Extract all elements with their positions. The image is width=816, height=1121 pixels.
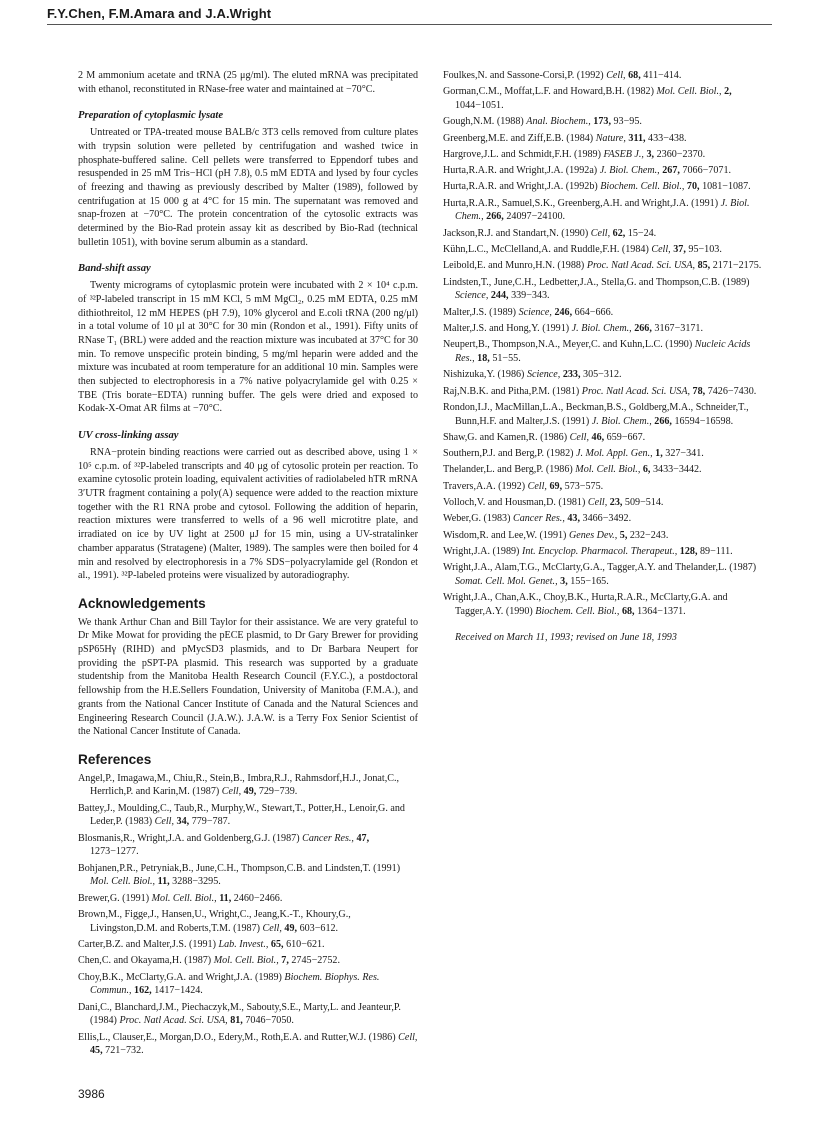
ref-volume: 128, [679, 545, 698, 557]
reference-entry [78, 1001, 418, 1028]
reference-entry [443, 227, 768, 241]
ref-volume: 266, [654, 415, 672, 427]
ref-volume: 37, [673, 244, 686, 256]
ref-volume: 266, [634, 322, 652, 334]
ref-journal: Lab. Invest., [218, 938, 269, 950]
ref-journal: Mol. Cell. Biol., [151, 892, 217, 904]
reference-entry [78, 908, 418, 935]
ref-authors: Travers,A.A. (1992) [443, 480, 526, 492]
ref-authors: Foulkes,N. and Sassone-Corsi,P. (1992) [443, 70, 604, 81]
reference-entry [443, 496, 768, 510]
ref-journal: Cell, [606, 70, 626, 81]
ref-authors: Carter,B.Z. and Malter,J.S. (1991) [78, 938, 216, 950]
ref-volume: 173, [593, 116, 611, 128]
ref-volume: 49, [243, 786, 257, 798]
ref-authors: Jackson,R.J. and Standart,N. (1990) [443, 227, 589, 239]
reference-entry [443, 164, 768, 178]
ref-authors: Neupert,B., Thompson,N.A., Meyer,C. and Kuhn,L.C. (1990) [443, 339, 693, 351]
ref-authors: Blosmanis,R., Wright,J.A. and Goldenberg,G.J. (1987) [78, 832, 300, 844]
ref-journal: J. Biol. Chem., [571, 322, 632, 334]
ref-volume: 6, [642, 464, 651, 476]
reference-entry [78, 802, 418, 829]
reference-entry [443, 463, 768, 477]
ref-volume: 69, [549, 480, 563, 492]
ref-journal: Cancer Res., [512, 513, 565, 525]
ref-authors: Malter,J.S. (1989) [443, 306, 517, 318]
ref-authors: Dani,C., Blanchard,J.M., Piechaczyk,M., Sabouty,S.E., Marty,L. and Jeanteur,P. (1984) [78, 1001, 401, 1027]
ref-authors: Kühn,L.C., McClelland,A. and Ruddle,F.H. (1984) [443, 244, 649, 256]
right-column [443, 69, 768, 644]
ref-pages: 93−95. [613, 116, 642, 128]
ref-volume: 7, [281, 955, 289, 967]
ref-pages: 610−621. [286, 938, 325, 950]
ref-authors: Hargrove,J.L. and Schmidt,F.H. (1989) [443, 148, 601, 160]
ref-pages: 1417−1424. [154, 985, 203, 997]
left-column [78, 69, 418, 1061]
ref-authors: Wright,J.A., Alam,T.G., McClarty,G.A., Tagger,A.Y. and Thelander,L. (1987) [443, 562, 757, 574]
ref-authors: Brown,M., Figge,J., Hansen,U., Wright,C., Jeang,K.-T., Khoury,G., Livingston,D.M. and Roberts,T.M. (1987) [78, 908, 351, 934]
reference-entry [443, 480, 768, 494]
ref-pages: 7046−7050. [245, 1015, 294, 1027]
ref-authors: Volloch,V. and Housman,D. (1981) [443, 497, 586, 509]
ref-authors: Brewer,G. (1991) [78, 892, 150, 904]
ref-journal: FASEB J., [603, 148, 644, 160]
ref-authors: Wright,J.A. (1989) [443, 545, 520, 557]
ref-authors: Shaw,G. and Kamen,R. (1986) [443, 431, 568, 443]
ref-journal: Nature, [595, 132, 626, 144]
ref-pages: 659−667. [606, 431, 646, 443]
ref-authors: Ellis,L., Clauser,E., Morgan,D.O., Edery,M., Roth,E.A. and Rutter,W.J. (1986) [78, 1031, 396, 1043]
ref-volume: 70, [686, 181, 700, 193]
reference-entry [443, 132, 768, 146]
ref-pages: 1273−1277. [90, 846, 139, 858]
ref-journal: Somat. Cell. Mol. Genet., [455, 575, 558, 587]
ref-volume: 11, [157, 876, 170, 888]
ref-journal: Proc. Natl Acad. Sci. USA, [581, 385, 691, 397]
ref-journal: Cell, [262, 922, 282, 934]
ref-journal: Int. Encyclop. Pharmacol. Therapeut., [521, 545, 678, 557]
ref-journal: Mol. Cell. Biol., [575, 464, 641, 476]
ref-pages: 155−165. [570, 575, 609, 587]
acknowledgements-heading: Acknowledgements [78, 595, 206, 611]
section-text-uv: RNA−protein binding reactions were carried out as described above, using 1 × 10⁵ c.p.m. of ³²P-labeled transcripts and 40 μg of cytosolic protein per reaction. To examine cytosolic protein loading, equivalent activities of radiolabeled hTR mRNA 3′UTR fragment containing a poly(A) sequence were added to the reaction mixture together with the R1 RNA probe and cytosol. Following the addition of heparin, reaction mixtures were transferred to wells of a 96 well microtitre plate, and irradiated on ice by UV light at 2500 μJ for 15 min, using a UV-stratalinker chamber apparatus (Stratagene) (Malter, 1989). The samples were then boiled for 4 min and resolved by electrophoresis in a 7% SDS−polyacrylamide gel (Rondon et al., 1991). ³²P-labeled proteins were visualized by autoradiography. [78, 446, 418, 582]
reference-entry [78, 938, 418, 952]
ref-journal: J. Biol. Chem., [599, 165, 660, 177]
ref-volume: 47, [356, 832, 370, 844]
ref-journal: Science, [526, 369, 561, 381]
reference-entry [443, 401, 768, 428]
ref-journal: Cell, [651, 244, 671, 256]
ref-journal: Cell, [587, 497, 608, 509]
ref-authors: Weber,G. (1983) [443, 513, 511, 525]
reference-entry [78, 971, 418, 998]
ref-authors: Hurta,R.A.R. and Wright,J.A. (1992b) [443, 181, 598, 193]
ref-volume: 11, [219, 892, 232, 904]
reference-entry [443, 368, 768, 382]
ref-journal: Science, [518, 306, 552, 318]
reference-entry [443, 322, 768, 336]
ref-journal: Biochem. Cell. Biol., [535, 605, 620, 617]
section-heading-bandshift: Band-shift assay [78, 263, 151, 275]
ref-pages: 232−243. [629, 529, 669, 541]
reference-entry [443, 69, 768, 83]
ref-volume: 5, [619, 529, 628, 541]
reference-entry [443, 197, 768, 224]
reference-list-left [78, 772, 418, 1058]
reference-entry [443, 561, 768, 588]
reference-entry [443, 591, 768, 618]
ref-journal: Biochem. Biophys. Res. Commun., [90, 971, 380, 997]
ref-volume: 46, [591, 431, 605, 443]
ref-volume: 49, [284, 922, 298, 934]
reference-entry [443, 545, 768, 559]
ref-pages: 433−438. [648, 132, 687, 144]
ref-authors: Wisdom,R. and Lee,W. (1991) [443, 529, 567, 541]
ref-journal: Cancer Res., [302, 832, 354, 844]
ref-journal: Proc. Natl Acad. Sci. USA, [586, 260, 696, 272]
reference-entry [78, 772, 418, 799]
ref-authors: Angel,P., Imagawa,M., Chiu,R., Stein,B., Imbra,R.J., Rahmsdorf,H.J., Jonat,C., Herrlich,P. and Karin,M. (1987) [78, 772, 400, 798]
ref-volume: 85, [697, 260, 711, 272]
reference-entry [78, 862, 418, 889]
ref-authors: Gough,N.M. (1988) [443, 116, 524, 128]
ref-journal: Cell, [527, 480, 547, 492]
ref-journal: J. Mol. Appl. Gen., [576, 448, 653, 460]
ref-volume: 2, [724, 86, 732, 98]
ref-journal: Cell, [154, 816, 174, 828]
reference-entry [443, 180, 768, 194]
ref-volume: 68, [621, 605, 635, 617]
ref-pages: 15−24. [627, 227, 657, 239]
ref-volume: 233, [562, 369, 581, 381]
ref-pages: 95−103. [688, 244, 722, 256]
ref-journal: Cell, [398, 1031, 418, 1043]
ref-volume: 62, [612, 227, 626, 239]
ref-authors: Gorman,C.M., Moffat,L.F. and Howard,B.H. (1982) [443, 86, 654, 98]
ref-volume: 266, [486, 211, 504, 223]
references-heading: References [78, 751, 152, 767]
reference-entry [443, 431, 768, 445]
ref-journal: J. Biol. Chem., [591, 415, 652, 427]
ref-volume: 81, [230, 1015, 243, 1027]
ref-journal: Mol. Cell. Biol., [656, 86, 722, 98]
ref-pages: 2171−2175. [712, 260, 762, 272]
ref-pages: 509−514. [624, 497, 664, 509]
ref-volume: 3, [646, 148, 655, 160]
ref-pages: 7426−7430. [707, 385, 757, 397]
reference-entry [443, 512, 768, 526]
ref-pages: 305−312. [583, 369, 622, 381]
ref-journal: Mol. Cell. Biol., [90, 876, 156, 888]
ref-authors: Choy,B.K., McClarty,G.A. and Wright,J.A. (1989) [78, 971, 282, 983]
ref-journal: Anal. Biochem., [526, 116, 591, 128]
reference-entry [443, 115, 768, 129]
ref-journal: Cell, [590, 227, 611, 239]
ref-volume: 68, [628, 70, 641, 81]
reference-entry [443, 85, 768, 112]
ref-authors: Battey,J., Moulding,C., Taub,R., Murphy,W., Stewart,T., Potter,H., Lenoir,G. and Leder,P. (1983) [78, 802, 405, 828]
ref-authors: Rondon,I.J., MacMillan,L.A., Beckman,B.S., Goldberg,M.A., Schneider,T., Bunn,H.F. and Malter,J.S. (1991) [443, 401, 749, 427]
ref-pages: 411−414. [643, 70, 682, 81]
ref-pages: 1364−1371. [637, 605, 686, 617]
ref-volume: 65, [270, 938, 284, 950]
ref-volume: 162, [134, 985, 152, 997]
ref-pages: 7066−7071. [682, 165, 732, 177]
reference-entry [443, 243, 768, 257]
ref-pages: 2360−2370. [656, 148, 706, 160]
reference-entry [443, 276, 768, 303]
ref-authors: Southern,P.J. and Berg,P. (1982) [443, 448, 574, 460]
ref-volume: 45, [90, 1045, 103, 1057]
ref-volume: 246, [554, 306, 573, 318]
reference-entry [78, 1031, 418, 1058]
ref-pages: 16594−16598. [674, 415, 734, 427]
ref-journal: Proc. Natl Acad. Sci. USA, [119, 1015, 228, 1027]
page-number: 3986 [78, 1087, 105, 1101]
reference-entry [78, 892, 418, 906]
ref-journal: Nucleic Acids Res., [455, 339, 751, 364]
ref-volume: 267, [662, 165, 680, 177]
ref-pages: 779−787. [191, 816, 231, 828]
ref-pages: 89−111. [700, 545, 733, 557]
section-text-lysate: Untreated or TPA-treated mouse BALB/c 3T3 cells removed from culture plates with trypsin solution were pelleted by centrifugation and washed twice in phosphate-buffered saline. Cell pellets were transferred to Eppendorf tubes and resuspended in 25 mM Tris−HCl (pH 7.8), 0.5 mM EDTA and lysed by four cycles of freezing and thawing as previously described by Malter (1989), followed by centrifugation at 15 000 g at 4°C for 15 min. The supernatant was removed and snap-frozen at −70°C. The protein concentration of the cytosolic extracts was determined by the Bio-Rad protein assay kit as described by Bio-Rad (technical bulletin 1051), with bovine serum albumin as a standard. [78, 127, 418, 248]
section-text-bandshift: Twenty micrograms of cytoplasmic protein were incubated with 2 × 10⁴ c.p.m. of ³²P-labeled transcript in 15 mM KCl, 5 mM MgCl₂, 0.25 mM EDTA, 0.25 mM dithiothreitol, 12 mM HEPES (pH 7.9), 10% glycerol and E.coli tRNA (200 ng/μl) in a total volume of 10 μl at 30°C for 30 min (Rondon et al., 1991). Fifty units of RNase T₁ (BRL) were added and the reaction mixture was incubated at 37°C for 30 min. To remove unspecific protein binding, 5 mg/ml heparin were added and the mixture was incubated at room temperature for an additional 10 min. Samples were then subjected to electrophoresis in a 7% native polyacrylamide gel with 0.25 × TBE (Tris borate−EDTA) running buffer. The gels were dried and exposed to Kodak-X-Omat AR films at −70°C. [78, 280, 418, 415]
ref-journal: Genes Dev., [568, 529, 618, 541]
ref-pages: 2460−2466. [233, 892, 283, 904]
ref-authors: Greenberg,M.E. and Ziff,E.B. (1984) [443, 132, 594, 144]
ref-volume: 311, [628, 132, 646, 144]
ref-pages: 664−666. [574, 306, 614, 318]
ref-pages: 729−739. [258, 786, 298, 798]
ref-authors: Hurta,R.A.R., Samuel,S.K., Greenberg,A.H. and Wright,J.A. (1991) [443, 197, 719, 209]
ref-pages: 3288−3295. [172, 876, 221, 888]
received-dates: Received on March 11, 1993; revised on June 18, 1993 [455, 631, 677, 643]
ref-journal: J. Biol. Chem., [455, 197, 750, 223]
ref-pages: 721−732. [105, 1045, 144, 1057]
reference-entry [443, 338, 768, 365]
reference-entry [78, 832, 418, 859]
section-heading-uv: UV cross-linking assay [78, 430, 179, 442]
ref-journal: Cell, [569, 431, 589, 443]
reference-list-right [443, 69, 768, 619]
ref-authors: Thelander,L. and Berg,P. (1986) [443, 464, 573, 476]
ref-pages: 51−55. [492, 352, 521, 364]
ref-authors: Hurta,R.A.R. and Wright,J.A. (1992a) [443, 165, 598, 177]
reference-entry [443, 148, 768, 162]
ref-volume: 18, [477, 352, 490, 364]
reference-entry [443, 529, 768, 543]
ref-authors: Lindsten,T., June,C.H., Ledbetter,J.A., Stella,G. and Thompson,C.B. (1989) [443, 276, 750, 288]
ref-journal: Mol. Cell. Biol., [213, 955, 279, 967]
ref-pages: 603−612. [299, 922, 339, 934]
ref-authors: Nishizuka,Y. (1986) [443, 369, 525, 381]
ref-authors: Chen,C. and Okayama,H. (1987) [78, 955, 212, 967]
ref-pages: 327−341. [665, 448, 704, 460]
ref-authors: Malter,J.S. and Hong,Y. (1991) [443, 322, 570, 334]
header-rule [47, 24, 772, 25]
ref-journal: Science, [455, 290, 489, 302]
reference-entry [443, 385, 768, 399]
reference-entry [78, 954, 418, 968]
intro-paragraph: 2 M ammonium acetate and tRNA (25 μg/ml). The eluted mRNA was precipitated with ethanol, reconstituted in RNase-free water and maintained at −70°C. [78, 70, 418, 95]
ref-volume: 78, [692, 385, 706, 397]
ref-pages: 2745−2752. [291, 955, 340, 967]
ref-pages: 1081−1087. [702, 181, 751, 193]
ref-pages: 24097−24100. [506, 211, 566, 223]
ref-volume: 244, [490, 290, 509, 302]
ref-volume: 23, [609, 497, 623, 509]
ref-pages: 3466−3492. [582, 513, 632, 525]
ref-volume: 43, [567, 513, 580, 525]
ref-journal: Biochem. Cell. Biol., [600, 181, 685, 193]
ref-authors: Leibold,E. and Munro,H.N. (1988) [443, 260, 585, 272]
ref-authors: Wright,J.A., Chan,A.K., Choy,B.K., Hurta,R.A.R., McClarty,G.A. and Tagger,A.Y. (1990) [443, 592, 728, 617]
ref-pages: 573−575. [564, 480, 604, 492]
ref-pages: 3167−3171. [654, 322, 703, 334]
running-header: F.Y.Chen, F.M.Amara and J.A.Wright [47, 6, 272, 21]
reference-entry [443, 306, 768, 320]
acknowledgements-text: We thank Arthur Chan and Bill Taylor for their assistance. We are very grateful to Dr Mike Mowat for providing the pECE plasmid, to Dr Gary Brewer for providing pSP65Hγ (RIHD) and pMycSD3 plasmids, and to Dr Barbara Neupert for providing the pSPT-PA plasmid. This research was supported by a graduate studentship from the Manitoba Health Research Council (F.Y.C.), a postdoctoral fellowship from the H.E.Sellers Foundation, University of Manitoba (F.M.A.), and grants from the National Cancer Institute of Canada and the Natural Sciences and Engineering Research Council (J.A.W.). J.A.W. is a Terry Fox Senior Scientist of the National Cancer Institute of Canada. [78, 616, 418, 738]
ref-journal: Cell, [221, 786, 242, 798]
ref-volume: 34, [176, 816, 190, 828]
section-heading-lysate: Preparation of cytoplasmic lysate [78, 110, 224, 122]
ref-volume: 1, [655, 448, 663, 460]
reference-entry [443, 447, 768, 461]
ref-pages: 3433−3442. [652, 464, 702, 476]
ref-pages: 339−343. [511, 290, 550, 302]
reference-entry [443, 259, 768, 273]
ref-volume: 3, [560, 575, 568, 587]
ref-authors: Raj,N.B.K. and Pitha,P.M. (1981) [443, 385, 580, 397]
ref-authors: Bohjanen,P.R., Petryniak,B., June,C.H., Thompson,C.B. and Lindsten,T. (1991) [78, 862, 401, 874]
ref-pages: 1044−1051. [455, 100, 504, 111]
